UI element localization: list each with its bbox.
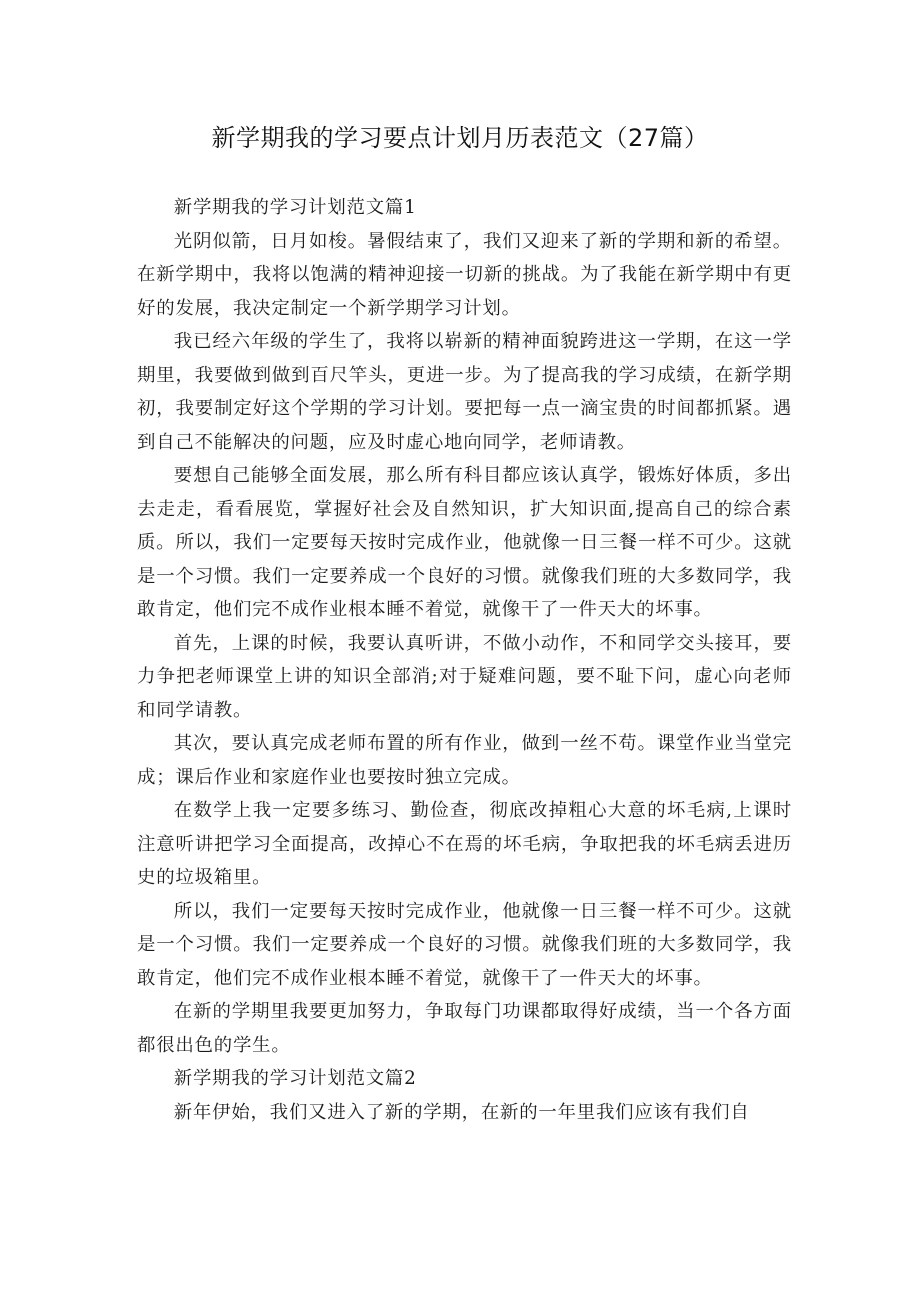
paragraph: 首先，上课的时候，我要认真听讲，不做小动作，不和同学交头接耳，要力争把老师课堂上讲的知识全部消;对于疑难问题，要不耻下问，虚心向老师和同学请教。 bbox=[137, 632, 792, 721]
paragraph: 新年伊始，我们又进入了新的学期，在新的一年里我们应该有我们自 bbox=[173, 1101, 750, 1123]
document-body bbox=[137, 191, 792, 1129]
section-heading-2: 新学期我的学习计划范文篇2 bbox=[173, 1068, 417, 1089]
paragraph: 光阴似箭，日月如梭。暑假结束了，我们又迎来了新的学期和新的希望。在新学期中，我将以饱满的精神迎接一切新的挑战。为了我能在新学期中有更好的发展，我决定制定一个新学期学习计划。 bbox=[137, 230, 792, 319]
document-title: 新学期我的学习要点计划月历表范文（27篇） bbox=[211, 124, 709, 152]
paragraph: 在数学上我一定要多练习、勤俭查，彻底改掉粗心大意的坏毛病,上课时注意听讲把学习全面提高，改掉心不在焉的坏毛病，争取把我的坏毛病丢进历史的垃圾箱里。 bbox=[137, 800, 792, 888]
paragraph: 其次，要认真完成老师布置的所有作业，做到一丝不苟。课堂作业当堂完成；课后作业和家庭作业也要按时独立完成。 bbox=[137, 733, 792, 788]
paragraph: 我已经六年级的学生了，我将以崭新的精神面貌跨进这一学期，在这一学期里，我要做到做到百尺竿头，更进一步。为了提高我的学习成绩，在新学期初，我要制定好这个学期的学习计划。要把每一点一滴宝贵的时间都抓紧。遇到自己不能解决的问题，应及时虚心地向同学，老师请教。 bbox=[137, 331, 792, 453]
paragraph: 在新的学期里我要更加努力，争取每门功课都取得好成绩，当一个各方面都很出色的学生。 bbox=[137, 1001, 792, 1056]
paragraph: 所以，我们一定要每天按时完成作业，他就像一日三餐一样不可少。这就是一个习惯。我们一定要养成一个良好的习惯。就像我们班的大多数同学，我敢肯定，他们完不成作业根本睡不着觉，就像干了一件天大的坏事。 bbox=[137, 900, 792, 989]
section-heading-1: 新学期我的学习计划范文篇1 bbox=[173, 197, 417, 218]
paragraph: 要想自己能够全面发展，那么所有科目都应该认真学，锻炼好体质，多出去走走，看看展览，掌握好社会及自然知识，扩大知识面,提高自己的综合素质。所以，我们一定要每天按时完成作业，他就像一日三餐一样不可少。这就是一个习惯。我们一定要养成一个良好的习惯。就像我们班的大多数同学，我敢肯定，他们完不成作业根本睡不着觉，就像干了一件天大的坏事。 bbox=[137, 465, 792, 620]
